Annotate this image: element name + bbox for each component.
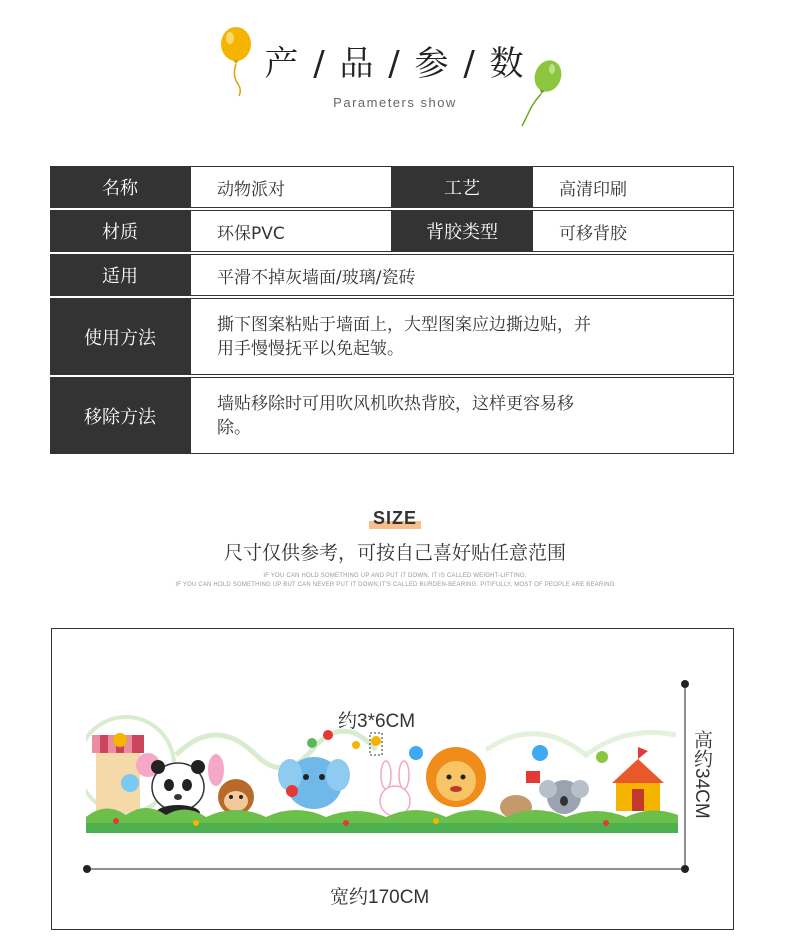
param-label: 名称 [50,166,190,208]
param-value: 高清印刷 [532,166,734,208]
fine-print-line: IF YOU CAN HOLD SOMETHING UP AND PUT IT DOWN, IT IS CALLED WEIGHT-LIFTING; [263,573,527,579]
width-label: 宽约170CM [330,887,430,908]
param-value: 墙贴移除时可用吹风机吹热背胶，这样更容易移除。 [190,377,734,454]
param-value: 可移背胶 [532,210,734,252]
page-subtitle: Parameters show [333,95,457,110]
param-label: 使用方法 [50,298,190,375]
fine-print-line: IF YOU CAN HOLD SOMETHING UP BUT CAN NEVER PUT IT DOWN,IT'S CALLED BURDEN-BEARING. PITIFULLY, MOST OF PEOPLE ARE BEARING [175,582,615,588]
param-label: 工艺 [392,166,532,208]
param-label: 移除方法 [50,377,190,454]
param-value: 撕下图案粘贴于墙面上，大型图案应边撕边贴，并用手慢慢抚平以免起皱。 [190,298,734,375]
param-value: 环保PVC [190,210,392,252]
piece-size-label: 约3*6CM [338,711,416,732]
param-value: 动物派对 [190,166,392,208]
size-description: 尺寸仅供参考，可按自己喜好贴任意范围 [223,542,566,564]
param-label: 背胶类型 [392,210,532,252]
param-value: 平滑不掉灰墙面/玻璃/瓷砖 [190,254,734,296]
param-label: 材质 [50,210,190,252]
page-title: 产 / 品 / 参 / 数 [264,44,526,84]
height-label: 高约34CM [691,730,712,819]
param-label: 适用 [50,254,190,296]
size-tag: SIZE [369,508,421,529]
